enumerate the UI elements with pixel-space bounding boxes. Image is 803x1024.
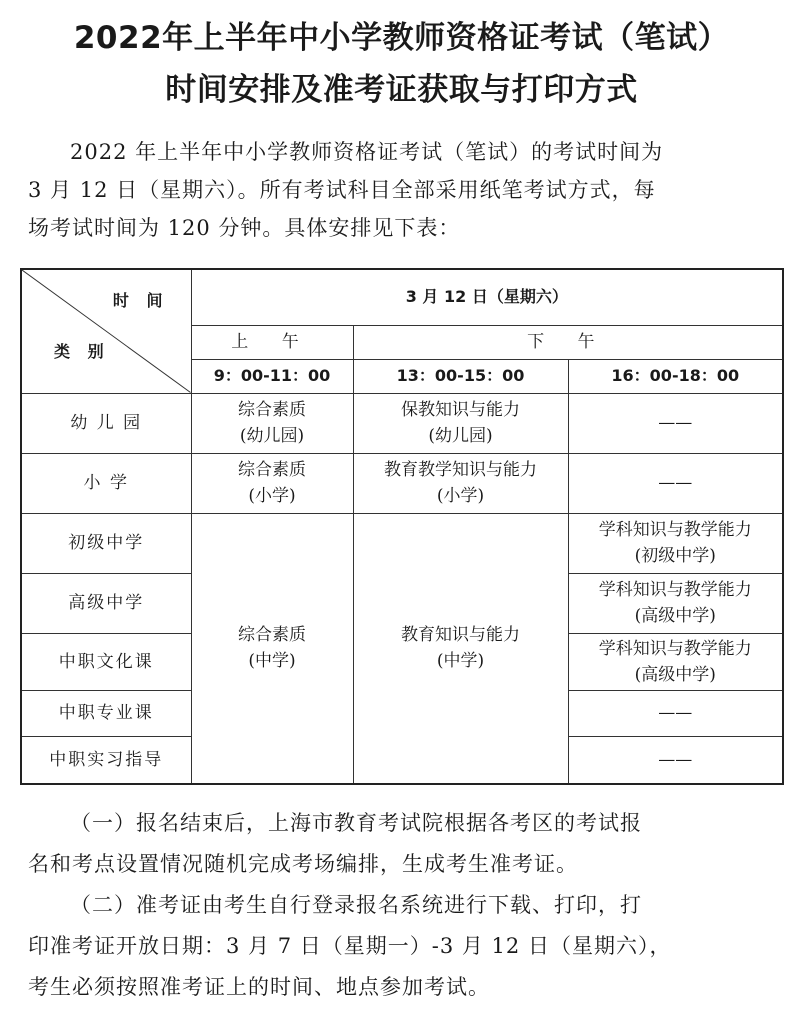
category-vocational-practice: 中职实习指导	[21, 736, 191, 784]
cell-vocational-practice-slot3: ——	[568, 736, 783, 784]
cell-junior-slot3	[568, 513, 783, 573]
header-category-label: 类 别	[54, 341, 110, 361]
cell-text: 学科知识与教学能力	[598, 638, 752, 659]
notes-line-1: （一）报名结束后，上海市教育考试院根据各考区的考试报	[70, 811, 642, 835]
table-row	[21, 393, 783, 453]
cell-kindergarten-slot3: ——	[568, 393, 783, 453]
cell-kindergarten-slot1	[191, 393, 353, 453]
header-slot-2: 13：00-15：00	[353, 359, 568, 393]
cell-text: (高级中学)	[634, 606, 716, 626]
cell-text: (小学)	[248, 486, 296, 506]
cell-text: (中学)	[248, 651, 296, 672]
cell-text: 保教知识与能力	[401, 400, 520, 420]
cell-text: 综合素质	[238, 400, 306, 420]
cell-text: 综合素质	[238, 460, 306, 480]
header-diagonal-cell	[21, 269, 191, 393]
header-morning: 上 午	[191, 325, 353, 359]
cell-text: (中学)	[436, 651, 485, 672]
cell-text: 综合素质	[238, 625, 306, 646]
page-title-line-1: 2022年上半年中小学教师资格证考试（笔试）	[73, 20, 730, 56]
exam-schedule-table	[20, 268, 784, 785]
header-slot-3: 16：00-18：00	[568, 359, 783, 393]
notes-line-4: 印准考证开放日期：3 月 7 日（星期一）-3 月 12 日（星期六），	[28, 934, 672, 958]
table-row	[21, 453, 783, 513]
category-senior: 高级中学	[21, 573, 191, 633]
cell-kindergarten-slot2	[353, 393, 568, 453]
cell-vocational-major-slot3: ——	[568, 690, 783, 736]
cell-text: (初级中学)	[634, 546, 716, 566]
header-date: 3 月 12 日（星期六）	[191, 269, 783, 325]
cell-primary-slot2	[353, 453, 568, 513]
cell-text: 教育知识与能力	[401, 625, 520, 646]
cell-text: 学科知识与教学能力	[598, 580, 752, 600]
cell-vocational-culture-slot3	[568, 633, 783, 690]
cell-senior-slot3	[568, 573, 783, 633]
cell-middle-slot1	[191, 513, 353, 784]
cell-text: (幼儿园)	[428, 426, 493, 446]
cell-text: (高级中学)	[634, 664, 716, 685]
header-afternoon: 下 午	[353, 325, 783, 359]
category-kindergarten: 幼 儿 园	[21, 393, 191, 453]
category-vocational-culture: 中职文化课	[21, 633, 191, 690]
cell-text: (幼儿园)	[239, 426, 305, 446]
page-title-line-2: 时间安排及准考证获取与打印方式	[165, 72, 638, 108]
intro-line-2: 3 月 12 日（星期六）。所有考试科目全部采用纸笔考试方式，每	[28, 178, 656, 202]
header-time-label: 时 间	[112, 291, 169, 310]
intro-line-1: 2022 年上半年中小学教师资格证考试（笔试）的考试时间为	[70, 140, 664, 164]
notes-line-2: 名和考点设置情况随机完成考场编排，生成考生准考证。	[28, 852, 578, 876]
cell-text: 教育教学知识与能力	[384, 460, 537, 480]
intro-paragraph	[28, 133, 778, 247]
cell-primary-slot3: ——	[568, 453, 783, 513]
category-junior: 初级中学	[21, 513, 191, 573]
cell-primary-slot1	[191, 453, 353, 513]
notes-line-5: 考生必须按照准考证上的时间、地点参加考试。	[28, 975, 490, 999]
table-row	[21, 513, 783, 573]
notes-paragraph	[28, 803, 778, 1008]
cell-middle-slot2	[353, 513, 568, 784]
cell-text: 学科知识与教学能力	[598, 520, 752, 540]
cell-text: (小学)	[436, 486, 485, 506]
category-vocational-major: 中职专业课	[21, 690, 191, 736]
category-primary: 小 学	[21, 453, 191, 513]
header-slot-1: 9：00-11：00	[191, 359, 353, 393]
notes-line-3: （二）准考证由考生自行登录报名系统进行下载、打印，打	[70, 893, 642, 917]
intro-line-3: 场考试时间为 120 分钟。具体安排见下表：	[28, 216, 461, 240]
